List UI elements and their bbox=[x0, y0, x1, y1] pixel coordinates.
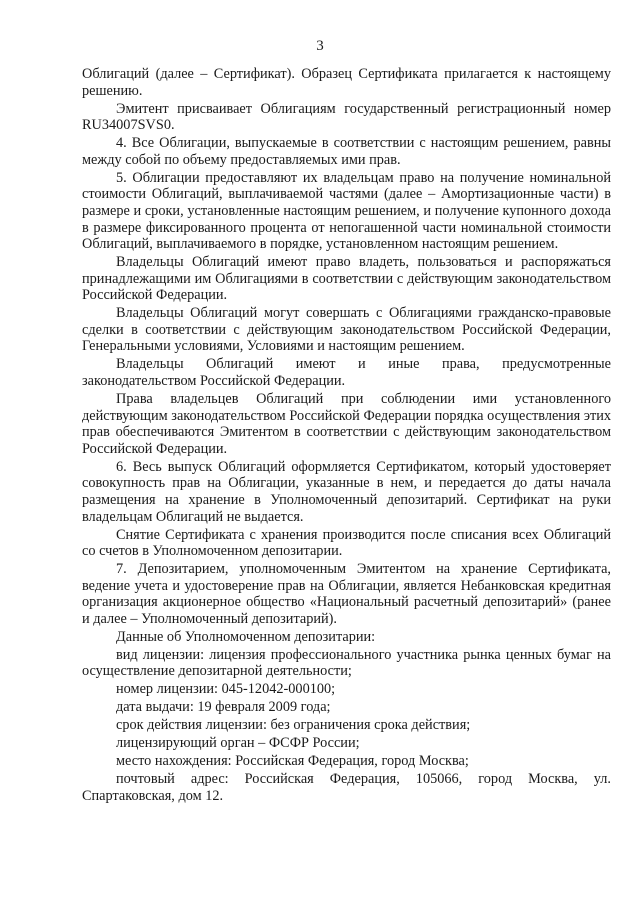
paragraph-item-7: 7. Депозитарием, уполномоченным Эмитентом на хранение Сертификата, ведение учета и удостоверение прав на Облигации, является Небанковская кредитная организация акционерное общество «Национальный расчетный депозитарий» (ранее и далее – Уполномоченный депозитарий). bbox=[82, 561, 611, 627]
paragraph-depositary-data-heading: Данные об Уполномоченном депозитарии: bbox=[116, 628, 376, 645]
paragraph-item-4: 4. Все Облигации, выпускаемые в соответствии с настоящим решением, равны между собой по объему предоставляемых ими прав. bbox=[82, 135, 611, 168]
paragraph-owners-rights: Владельцы Облигаций имеют право владеть, пользоваться и распоряжаться принадлежащими им Облигациями в соответствии с действующим законодательством Российской Федерации. bbox=[82, 254, 611, 304]
paragraph-licensing-authority: лицензирующий орган – ФСФР России; bbox=[116, 735, 360, 752]
paragraph-postal-address: почтовый адрес: Российская Федерация, 105066, город Москва, ул. Спартаковская, дом 12. bbox=[82, 771, 611, 804]
paragraph-license-type: вид лицензии: лицензия профессионального участника рынка ценных бумаг на осуществление депозитарной деятельности; bbox=[82, 646, 611, 680]
paragraph-item-5: 5. Облигации предоставляют их владельцам право на получение номинальной стоимости Облигаций, выплачиваемой частями (далее – Амортизационные части) в размере и сроки, установленные настоящим решением, и получение купонного дохода в размере фиксированного процента от непогашенной части номинальной стоимости Облигаций, выплачиваемого в порядке, установленном настоящим решением. bbox=[82, 169, 611, 253]
page-number: 3 bbox=[316, 38, 324, 54]
paragraph-continuation: Облигаций (далее – Сертификат). Образец Сертификата прилагается к настоящему решению. bbox=[82, 66, 611, 99]
paragraph-license-number: номер лицензии: 045-12042-000100; bbox=[116, 681, 336, 698]
paragraph-issue-date: дата выдачи: 19 февраля 2009 года; bbox=[116, 699, 331, 716]
paragraph-owners-other-rights: Владельцы Облигаций имеют и иные права, предусмотренные законодательством Российской Федерации. bbox=[82, 356, 611, 390]
document-body bbox=[82, 66, 611, 806]
paragraph-registration-number: Эмитент присваивает Облигациям государственный регистрационный номер RU34007SVS0. bbox=[82, 100, 611, 134]
paragraph-owners-transactions: Владельцы Облигаций могут совершать с Облигациями гражданско-правовые сделки в соответствии с действующим законодательством Российской Федерации, Генеральными условиями, Условиями и настоящим решением. bbox=[82, 305, 611, 355]
paragraph-rights-enforcement: Права владельцев Облигаций при соблюдении ими установленного действующим законодательством Российской Федерации порядка осуществления этих прав обеспечиваются Эмитентом в соответствии с действующим законодательством Российской Федерации. bbox=[82, 391, 611, 457]
paragraph-location: место нахождения: Российская Федерация, город Москва; bbox=[116, 753, 469, 770]
paragraph-certificate-removal: Снятие Сертификата с хранения производится после списания всех Облигаций со счетов в Уполномоченном депозитарии. bbox=[82, 526, 611, 560]
paragraph-item-6: 6. Весь выпуск Облигаций оформляется Сертификатом, который удостоверяет совокупность прав на Облигации, указанные в нем, и передается до даты начала размещения на хранение в Уполномоченный депозитарий. Сертификат на руки владельцам Облигаций не выдается. bbox=[82, 458, 611, 525]
paragraph-license-term: срок действия лицензии: без ограничения срока действия; bbox=[116, 717, 471, 734]
